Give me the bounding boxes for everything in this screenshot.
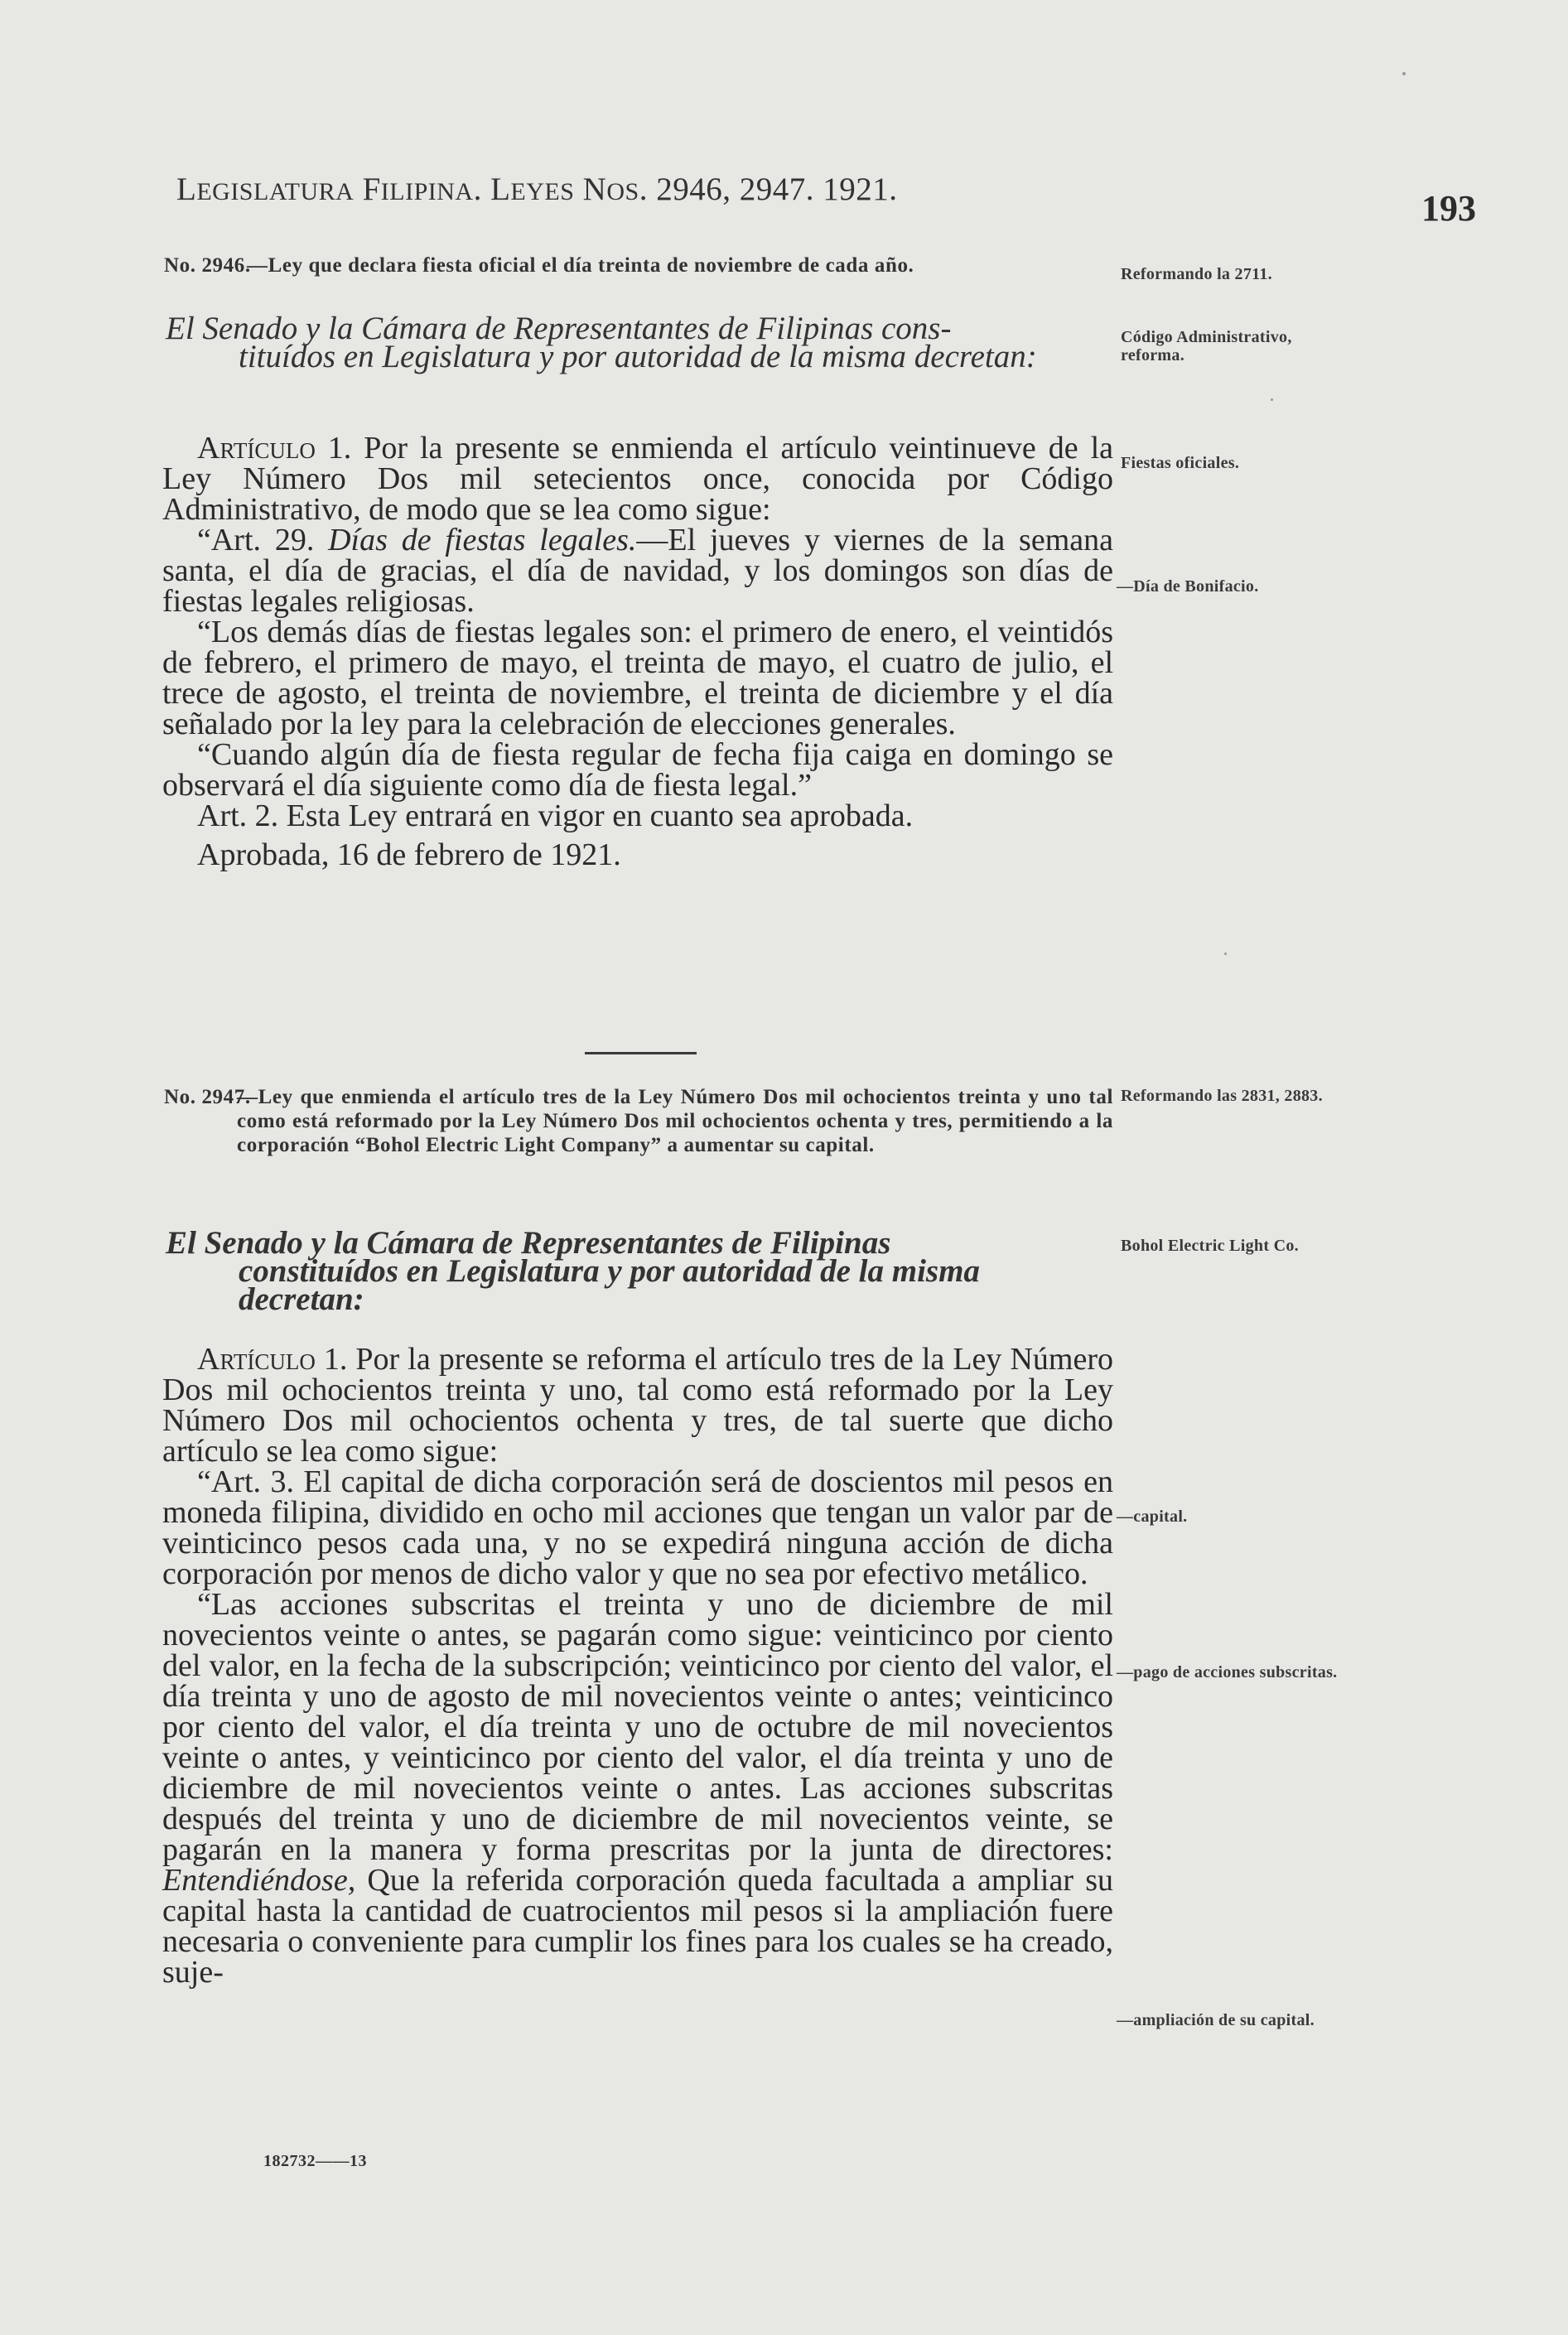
running-header	[176, 171, 1129, 208]
header-part: EYES	[510, 178, 575, 205]
paper-speck	[1402, 72, 1406, 75]
enacting-line-1: El Senado y la Cámara de Representantes de Filipinas cons-	[166, 311, 952, 346]
header-part: ILIPINA	[380, 178, 474, 205]
section-divider	[585, 1052, 697, 1054]
margin-note: Fiestas oficiales.	[1121, 454, 1240, 472]
law-number: No. 2947.	[164, 1086, 251, 1108]
margin-note: —Día de Bonifacio.	[1117, 577, 1259, 596]
quote-text: —El jueves y viernes de la semana santa, el día de gracias, el día de navidad, y los domingos son días de fiestas legales religiosas.	[162, 523, 1113, 619]
law-2947-heading	[164, 1085, 1113, 1157]
header-part: L	[176, 171, 197, 207]
law-title: —Ley que declara fiesta oficial el día treinta de noviembre de cada año.	[247, 254, 914, 277]
article-label: Artículo	[197, 1342, 316, 1377]
margin-note: —pago de acciones subscritas.	[1117, 1663, 1338, 1681]
law-number: No. 2946.	[164, 254, 251, 277]
header-part: OS	[606, 178, 639, 205]
header-part: F	[354, 171, 381, 207]
header-part: . 2946, 2947. 1921.	[639, 171, 898, 207]
law-2947-body	[162, 1344, 1113, 1988]
article-2: Art. 2. Esta Ley entrará en vigor en cuanto sea aprobada.	[197, 798, 914, 833]
quote-share-payment	[162, 1587, 1113, 1990]
law-2946-enacting-clause	[166, 311, 1113, 374]
quote-art-29	[162, 525, 1113, 617]
enacting-line-rest: tituídos en Legislatura y por autoridad de la misma decretan:	[239, 339, 1037, 374]
page-number: 193	[1421, 188, 1476, 229]
article-text: 1. Por la presente se reforma el artículo tres de la Ley Número Dos mil ochocientos treinta y uno, tal como está reformado por la Ley Número Dos mil ochocientos ochenta y tres, de tal suerte que dicho artículo se lea como sigue:	[162, 1342, 1113, 1469]
header-part: N	[574, 171, 607, 207]
quote-text-cont: Que la referida corporación queda facultada a ampliar su capital hasta la cantidad de cuatrocientos mil pesos si la ampliación fuere necesaria o conveniente para cumplir los fines para los cuales se ha creado, suje-	[162, 1863, 1113, 1990]
article-text: 1. Por la presente se enmienda el artículo veintinueve de la Ley Número Dos mil setecientos once, conocida por Código Administrativo, de modo que se lea como sigue:	[162, 431, 1113, 527]
margin-note: —ampliación de su capital.	[1117, 2011, 1315, 2029]
enacting-line-rest: constituídos en Legislatura y por autoridad de la misma decretan:	[239, 1253, 980, 1317]
quote-title: Días de fiestas legales.	[328, 523, 637, 557]
header-part: EGISLATURA	[196, 178, 355, 205]
quote-lead: “Art. 29.	[197, 523, 329, 557]
enacting-line-1: El Senado y la Cámara de Representantes de Filipinas	[166, 1225, 891, 1261]
paper-speck	[1271, 398, 1273, 401]
header-part: . L	[473, 171, 511, 207]
quote-holidays: “Los demás días de fiestas legales son: el primero de enero, el veintidós de febrero, el primero de mayo, el treinta de mayo, el cuatro de julio, el trece de agosto, el treinta de noviembre, el treinta de diciembre y el día señalado por la ley para la celebración de elecciones generales.	[162, 615, 1113, 741]
law-2946-body	[162, 433, 1113, 871]
quote-text: “Las acciones subscritas el treinta y uno de diciembre de mil novecientos veinte o antes, se pagarán como sigue: veinticinco por ciento del valor, en la fecha de la subscripción; veinticinco por ciento del valor, el día treinta y uno de agosto de mil novecientos veinte o antes; veinticinco por ciento del valor, el día treinta y uno de octubre de mil novecientos veinte o antes, y veinticinco por ciento del valor, el día treinta y uno de diciembre de mil novecientos veinte o antes. Las acciones subscritas después del treinta y uno de diciembre de mil novecientos veinte, se pagarán en la manera y forma prescritas por la junta de directores:	[162, 1587, 1113, 1867]
margin-note: Reformando la 2711.	[1121, 265, 1272, 283]
article-1	[162, 433, 1113, 525]
quote-sunday: “Cuando algún día de fiesta regular de fecha fija caiga en domingo se observará el día siguiente como día de fiesta legal.”	[162, 737, 1113, 803]
margin-note: Reformando las 2831, 2883.	[1121, 1087, 1323, 1105]
margin-note: Código Administrativo, reforma.	[1121, 328, 1292, 364]
article-1	[162, 1344, 1113, 1467]
quote-art-3: “Art. 3. El capital de dicha corporación será de doscientos mil pesos en moneda filipina, dividido en ocho mil acciones que tengan un valor par de veinticinco pesos cada una, y no se expedirá ninguna acción de dicha corporación por menos de dicho valor y que no sea por efectivo metálico.	[162, 1464, 1113, 1591]
paper-speck	[1224, 953, 1227, 955]
law-title: —Ley que enmienda el artículo tres de la Ley Número Dos mil ochocientos treinta y uno tal como está reformado por la Ley Número Dos mil ochocientos ochenta y tres, permitiendo a la corporación “Bohol Electric Light Company” a aumentar su capital.	[237, 1086, 1113, 1156]
article-label: Artículo	[197, 431, 316, 466]
quote-proviso: Entendiéndose,	[162, 1863, 356, 1898]
margin-note: Bohol Electric Light Co.	[1121, 1237, 1299, 1255]
print-code: 182732——13	[263, 2152, 367, 2170]
margin-note: —capital.	[1117, 1508, 1188, 1526]
law-2947-enacting-clause	[166, 1225, 1113, 1317]
law-2946-heading	[164, 253, 1113, 277]
approval-date: Aprobada, 16 de febrero de 1921.	[197, 837, 621, 872]
